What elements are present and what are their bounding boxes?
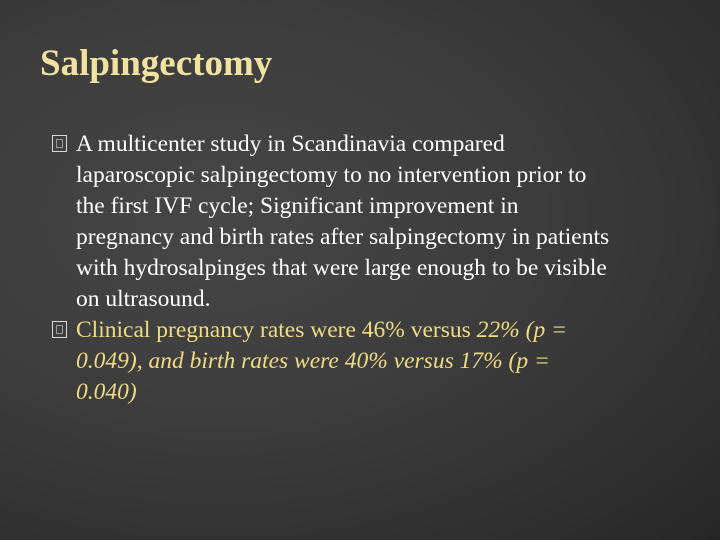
bullet-list <box>52 129 612 408</box>
slide-title: Salpingectomy <box>40 43 273 84</box>
bullet-lead-text: Clinical pregnancy rates were 46% versus <box>76 317 471 343</box>
box-bullet-icon <box>52 321 67 338</box>
bullet-item <box>52 315 612 408</box>
bullet-item <box>52 129 612 315</box>
bullet-text: 22% (p = 0.049), and birth rates were 40% versus 17% (p = 0.040) <box>76 317 567 405</box>
box-bullet-icon <box>52 135 67 152</box>
bullet-text: A multicenter study in Scandinavia compared laparoscopic salpingectomy to no intervention prior to the first IVF cycle; Significant improvement in pregnancy and birth rates after salpingectomy in patients with hydrosalpinges that were large enough to be visible on ultrasound. <box>76 131 610 312</box>
